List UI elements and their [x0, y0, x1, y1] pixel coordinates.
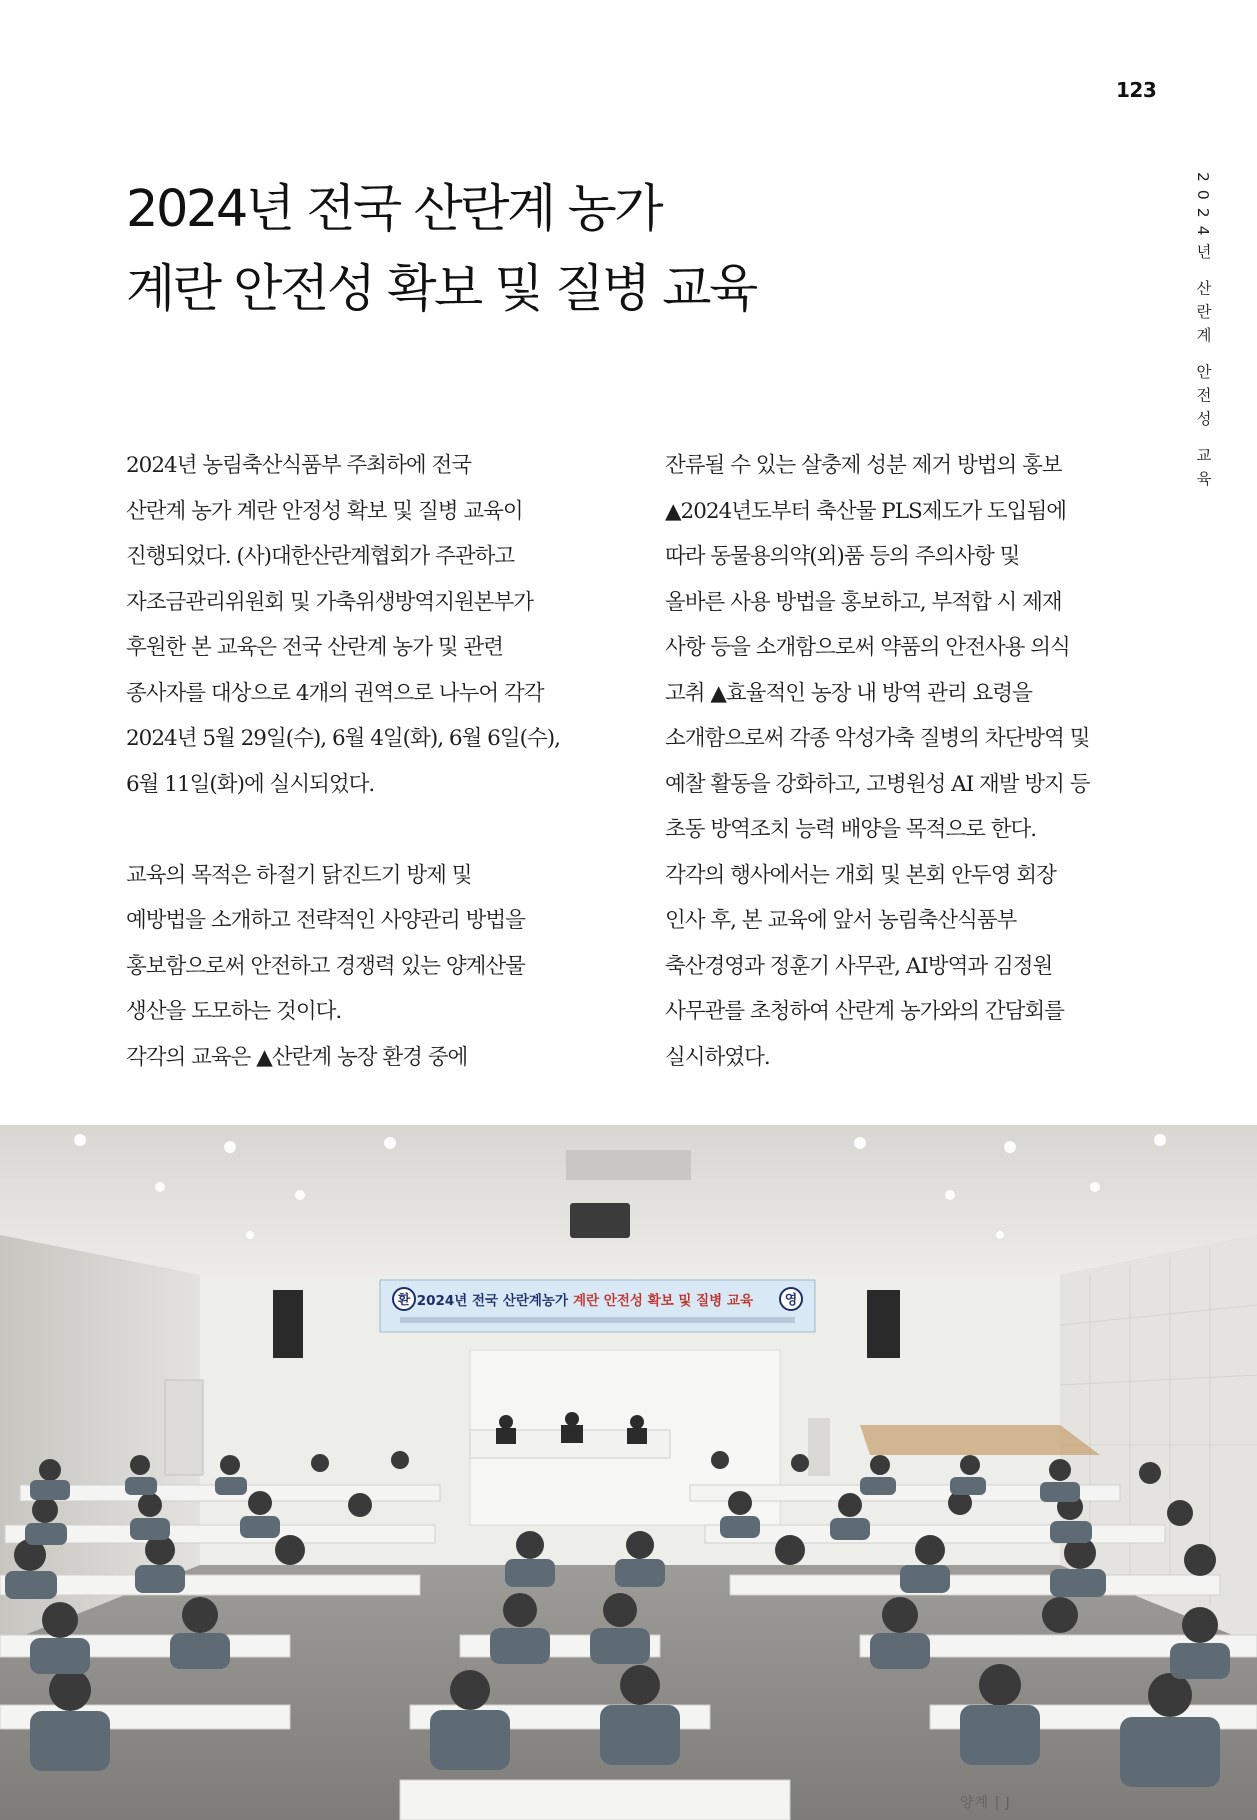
- banner-badge-left-text: 환: [397, 1293, 411, 1308]
- text-line: ▲2024년도부터 축산물 PLS제도가 도입됨에: [665, 498, 1066, 524]
- right-column: [665, 443, 1135, 1080]
- text-line: 교육의 목적은 하절기 닭진드기 방제 및: [126, 862, 472, 888]
- text-line: 2024년 농림축산식품부 주최하에 전국: [126, 453, 471, 478]
- text-line: 각각의 행사에서는 개회 및 본회 안두영 회장: [665, 862, 1056, 888]
- title-line: 2024년 전국 산란계 농가: [126, 180, 662, 239]
- right-speaker: [867, 1290, 900, 1358]
- text-line: 사무관를 초청하여 산란계 농가와의 간담회를: [665, 999, 1064, 1024]
- text-line: 소개함으로써 각종 악성가축 질병의 차단방역 및: [665, 726, 1090, 751]
- side-door: [165, 1380, 203, 1475]
- air-vent: [566, 1150, 691, 1180]
- text-line: 축산경영과 정훈기 사무관, AI방역과 김정원: [665, 953, 1053, 979]
- page-number: 123: [1116, 78, 1157, 102]
- text-line: 홍보함으로써 안전하고 경쟁력 있는 양계산물: [126, 953, 525, 979]
- text-line: 자조금관리위원회 및 가축위생방역지원본부가: [126, 589, 534, 615]
- projector: [570, 1203, 630, 1238]
- paragraph-continued: [665, 443, 1135, 1080]
- article-title: [126, 170, 756, 330]
- text-line: 실시하였다.: [665, 1044, 770, 1070]
- banner-fine-print: [400, 1317, 795, 1323]
- text-line: 올바른 사용 방법을 홍보하고, 부적합 시 제재: [665, 589, 1062, 615]
- paragraph-gap: [126, 807, 596, 853]
- text-line: 생산을 도모하는 것이다.: [126, 999, 342, 1024]
- text-line: 예방법을 소개하고 전략적인 사양관리 방법을: [126, 908, 525, 933]
- text-line: 종사자를 대상으로 4개의 권역으로 나누어 각각: [126, 680, 544, 706]
- lecture-hall-illustration: [0, 1125, 1257, 1820]
- left-speaker: [273, 1290, 303, 1358]
- wooden-rail: [860, 1425, 1100, 1455]
- text-line: 2024년 5월 29일(수), 6월 4일(화), 6월 6일(수),: [126, 726, 560, 751]
- banner-badge-right-text: 영: [784, 1293, 798, 1308]
- text-line: 산란계 농가 계란 안정성 확보 및 질병 교육이: [126, 498, 523, 524]
- text-line: 인사 후, 본 교육에 앞서 농림축산식품부: [665, 908, 1017, 933]
- side-section-label: 2024년 산란계 안전성 교육: [1194, 172, 1212, 494]
- left-column: [126, 443, 596, 1080]
- paragraph-purpose: [126, 853, 596, 1081]
- text-line: 사항 등을 소개함으로써 약품의 안전사용 의식: [665, 635, 1070, 660]
- page-footer: 양계 | J: [960, 1795, 1011, 1811]
- text-line: 진행되었다. (사)대한산란계협회가 주관하고: [126, 544, 515, 569]
- banner-title-highlight: 계란 안전성 확보 및 질병 교육: [573, 1293, 753, 1309]
- title-line: 계란 안전성 확보 및 질병 교육: [126, 260, 756, 319]
- text-line: 6월 11일(화)에 실시되었다.: [126, 771, 375, 797]
- text-line: 고취 ▲효율적인 농장 내 방역 관리 요령을: [665, 680, 1032, 706]
- banner-title: 2024년 전국 산란계농가: [416, 1293, 568, 1309]
- text-line: 잔류될 수 있는 살충제 성분 제거 방법의 홍보: [665, 453, 1062, 478]
- podium: [808, 1418, 830, 1476]
- text-line: 각각의 교육은 ▲산란계 농장 환경 중에: [126, 1044, 468, 1070]
- text-line: 초동 방역조치 능력 배양을 목적으로 한다.: [665, 817, 1037, 842]
- text-line: 따라 동물용의약(외)품 등의 주의사항 및: [665, 544, 1020, 569]
- event-photo: [0, 1125, 1257, 1820]
- paragraph-intro: [126, 443, 596, 807]
- text-line: 후원한 본 교육은 전국 산란계 농가 및 관련: [126, 635, 503, 660]
- ceiling: [0, 1125, 1257, 1275]
- text-line: 예찰 활동을 강화하고, 고병원성 AI 재발 방지 등: [665, 771, 1090, 797]
- event-banner: [380, 1280, 815, 1332]
